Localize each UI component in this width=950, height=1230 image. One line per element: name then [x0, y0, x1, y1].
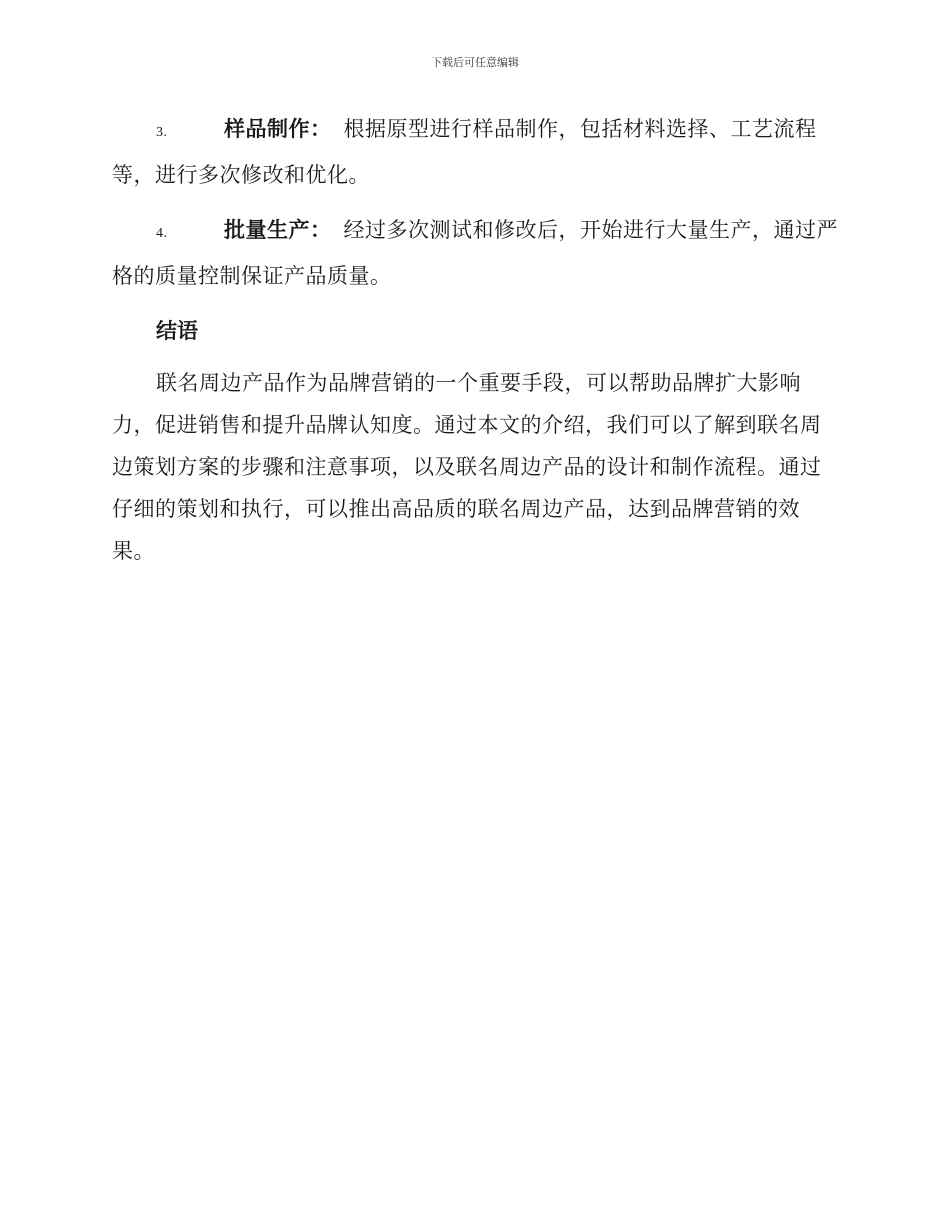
list-number: 4. — [156, 226, 168, 241]
list-term: 样品制作： — [224, 117, 332, 141]
page-header: 下载后可任意编辑 — [431, 56, 519, 69]
list-item-mass-production — [112, 209, 840, 297]
conclusion-paragraph: 联名周边产品作为品牌营销的一个重要手段，可以帮助品牌扩大影响力，促进销售和提升品牌认知度。通过本文的介绍，我们可以了解到联名周边策划方案的步骤和注意事项，以及联名周边产品的设计和制作流程。通过仔细的策划和执行，可以推出高品质的联名周边产品，达到品牌营销的效果。 — [112, 371, 822, 563]
list-text: 经过多次测试和修改后，开始进行大量生产，通过严 — [343, 218, 838, 242]
list-term: 批量生产： — [224, 218, 332, 242]
list-item-first-line — [112, 209, 840, 255]
list-text-continued: 等，进行多次修改和优化。 — [112, 163, 370, 187]
list-item-first-line — [112, 108, 840, 154]
list-number: 3. — [156, 125, 168, 140]
list-item-sample-production — [112, 108, 840, 196]
conclusion-heading: 结语 — [156, 319, 198, 343]
list-text: 根据原型进行样品制作，包括材料选择、工艺流程 — [343, 117, 817, 141]
document-body — [112, 108, 840, 585]
list-text-continued: 格的质量控制保证产品质量。 — [112, 264, 392, 288]
